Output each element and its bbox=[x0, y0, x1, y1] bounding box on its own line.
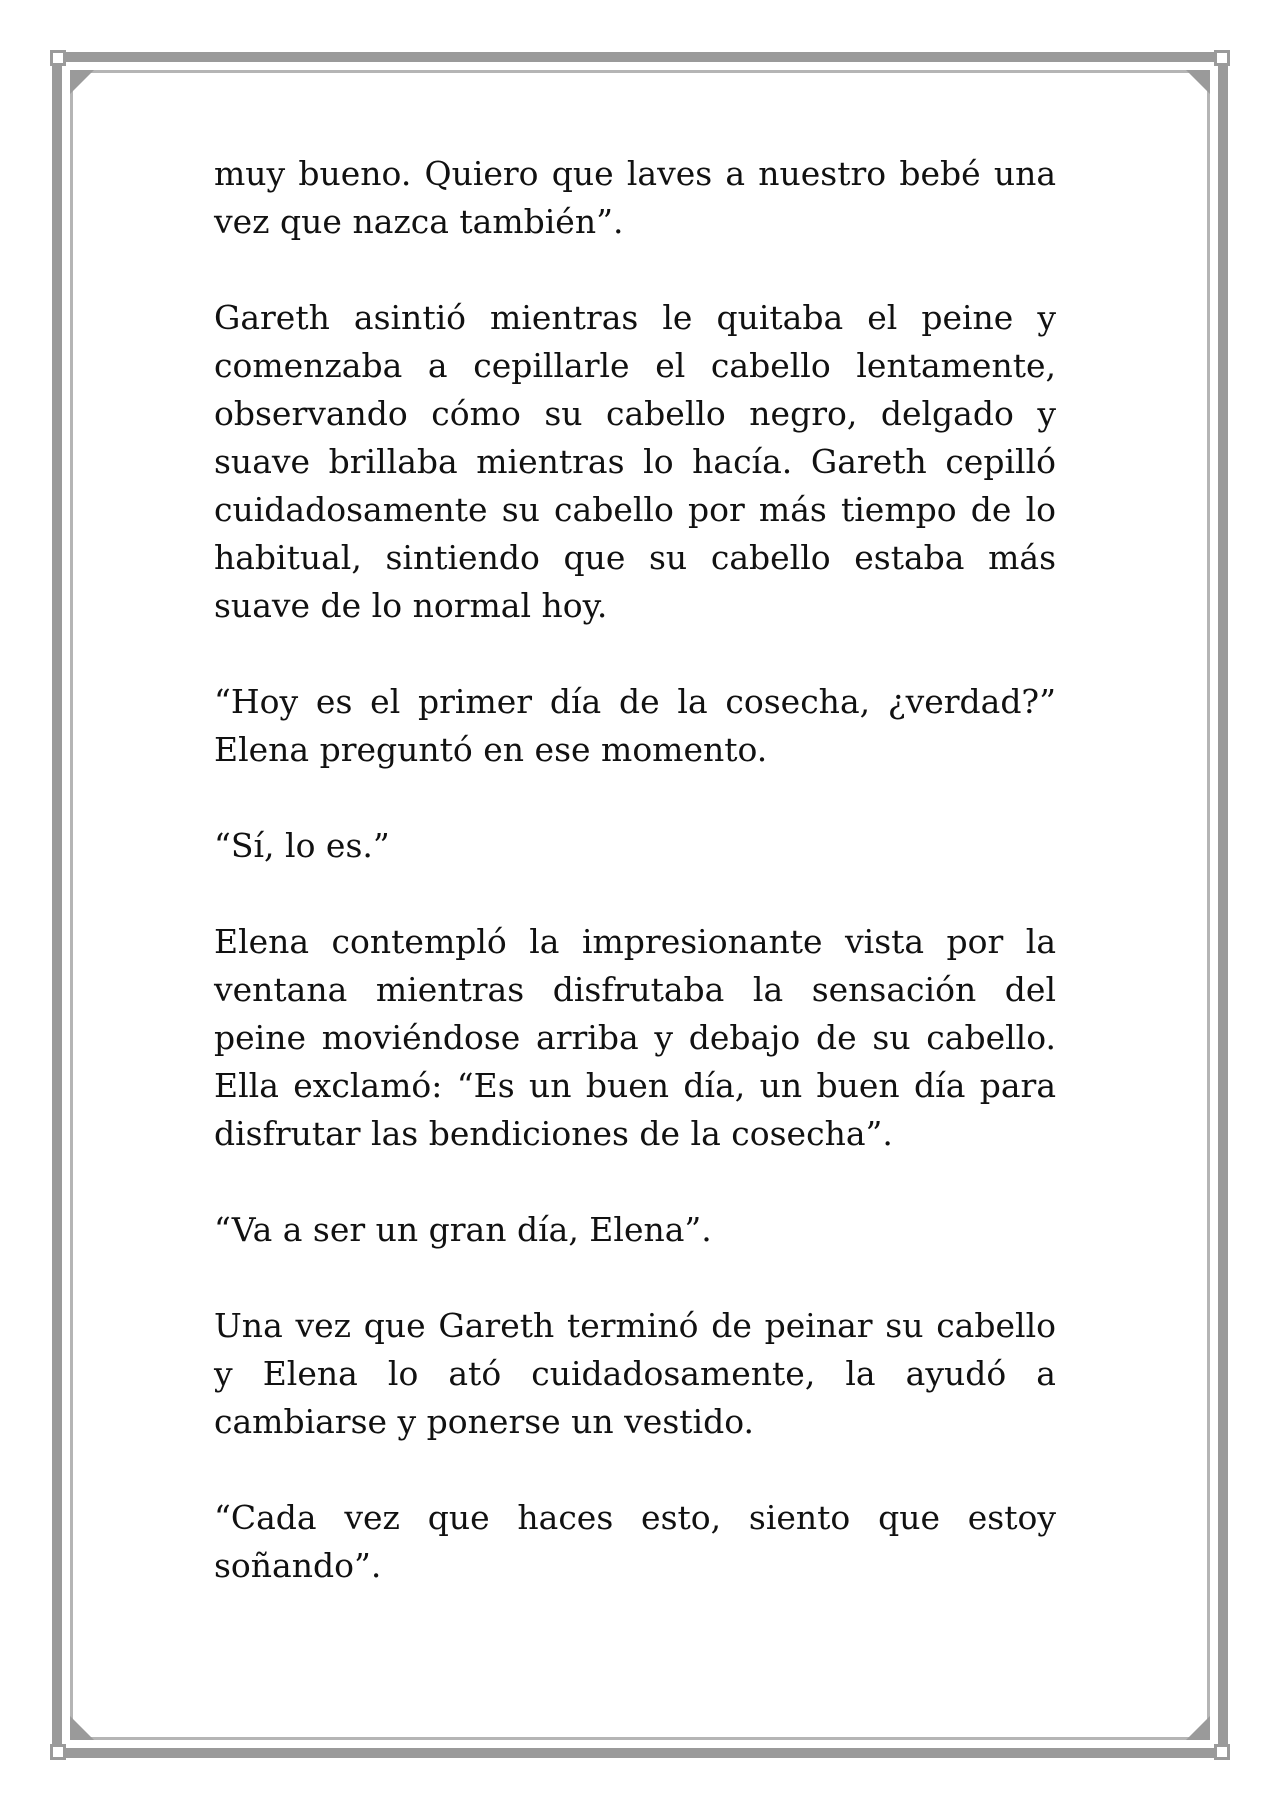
corner-ornament-top-right bbox=[1186, 70, 1210, 94]
corner-knob-top-left bbox=[50, 50, 66, 66]
paragraph: Elena contempló la impresionante vista por la ventana mientras disfrutaba la sensación del peine moviéndose arriba y debajo de su cabello. Ella exclamó: “Es un buen día, un buen día para disfrutar las bendiciones de la cosecha”. bbox=[214, 922, 1056, 1153]
paragraph: “Va a ser un gran día, Elena”. bbox=[214, 1210, 712, 1249]
paragraph: “Cada vez que haces esto, siento que estoy soñando”. bbox=[214, 1498, 1056, 1585]
corner-ornament-top-left bbox=[70, 70, 94, 94]
corner-ornament-bottom-left bbox=[70, 1716, 94, 1740]
paragraph: muy bueno. Quiero que laves a nuestro bebé una vez que nazca también”. bbox=[214, 154, 1056, 241]
corner-knob-top-right bbox=[1214, 50, 1230, 66]
corner-knob-bottom-left bbox=[50, 1744, 66, 1760]
paragraph: Una vez que Gareth terminó de peinar su cabello y Elena lo ató cuidadosamente, la ayudó a cambiarse y ponerse un vestido. bbox=[214, 1306, 1056, 1441]
page-body-text bbox=[214, 150, 1056, 1638]
paragraph: “Sí, lo es.” bbox=[214, 826, 390, 865]
paragraph: Gareth asintió mientras le quitaba el peine y comenzaba a cepillarle el cabello lentamente, observando cómo su cabello negro, delgado y suave brillaba mientras lo hacía. Gareth cepilló cuidadosamente su cabello por más tiempo de lo habitual, sintiendo que su cabello estaba más suave de lo normal hoy. bbox=[214, 298, 1056, 625]
corner-ornament-bottom-right bbox=[1186, 1716, 1210, 1740]
corner-knob-bottom-right bbox=[1214, 1744, 1230, 1760]
paragraph: “Hoy es el primer día de la cosecha, ¿verdad?” Elena preguntó en ese momento. bbox=[214, 682, 1056, 769]
